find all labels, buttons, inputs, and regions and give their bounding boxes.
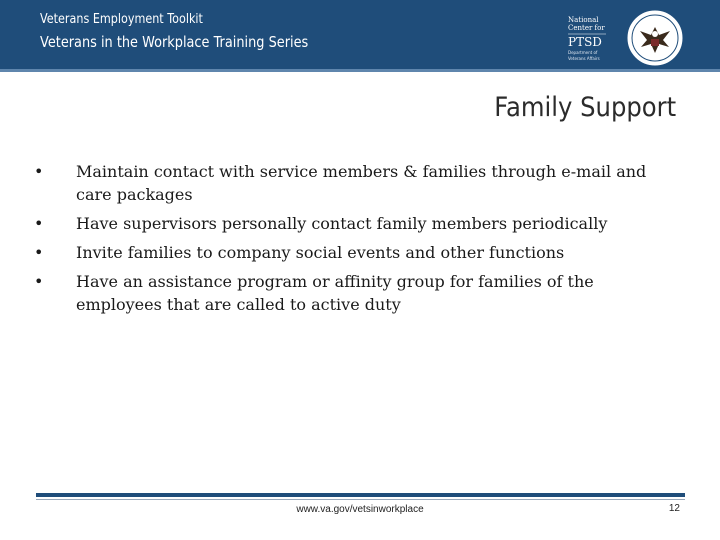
ptsd-logo-line4: Department of	[568, 50, 598, 55]
page-number: 12	[668, 503, 680, 514]
ptsd-logo-name: PTSD	[568, 35, 602, 49]
ptsd-logo-line2: Center for	[568, 24, 605, 32]
bullet-list	[34, 160, 684, 322]
footer-rule	[36, 493, 685, 497]
bullet-icon: •	[34, 214, 44, 233]
series-title: Veterans in the Workplace Training Series	[40, 33, 309, 51]
bullet-icon: •	[34, 162, 44, 181]
header-accent-rule	[0, 69, 720, 72]
list-item	[34, 212, 684, 235]
ptsd-logo-line1: National	[568, 16, 599, 24]
bullet-text: Invite families to company social events and other functions	[76, 243, 565, 262]
bullet-text: Have supervisors personally contact family members periodically	[76, 214, 608, 233]
bullet-icon: •	[34, 243, 44, 262]
header-bar	[0, 0, 720, 69]
list-item	[34, 270, 684, 316]
footer-url-link[interactable]: www.va.gov/vetsinworkplace	[296, 504, 424, 515]
footer-rule-thin	[36, 499, 685, 500]
toolkit-title: Veterans Employment Toolkit	[40, 12, 203, 27]
ptsd-logo-line5: Veterans Affairs	[568, 56, 600, 61]
slide-title: Family Support	[494, 92, 676, 123]
bullet-text: Maintain contact with service members & families through e-mail and care packages	[76, 162, 647, 204]
list-item	[34, 241, 684, 264]
bullet-text: Have an assistance program or affinity group for families of the employees that are called to active duty	[76, 272, 594, 314]
va-seal-icon	[626, 9, 684, 67]
list-item	[34, 160, 684, 206]
ptsd-logo-icon	[560, 10, 620, 66]
bullet-icon: •	[34, 272, 44, 291]
